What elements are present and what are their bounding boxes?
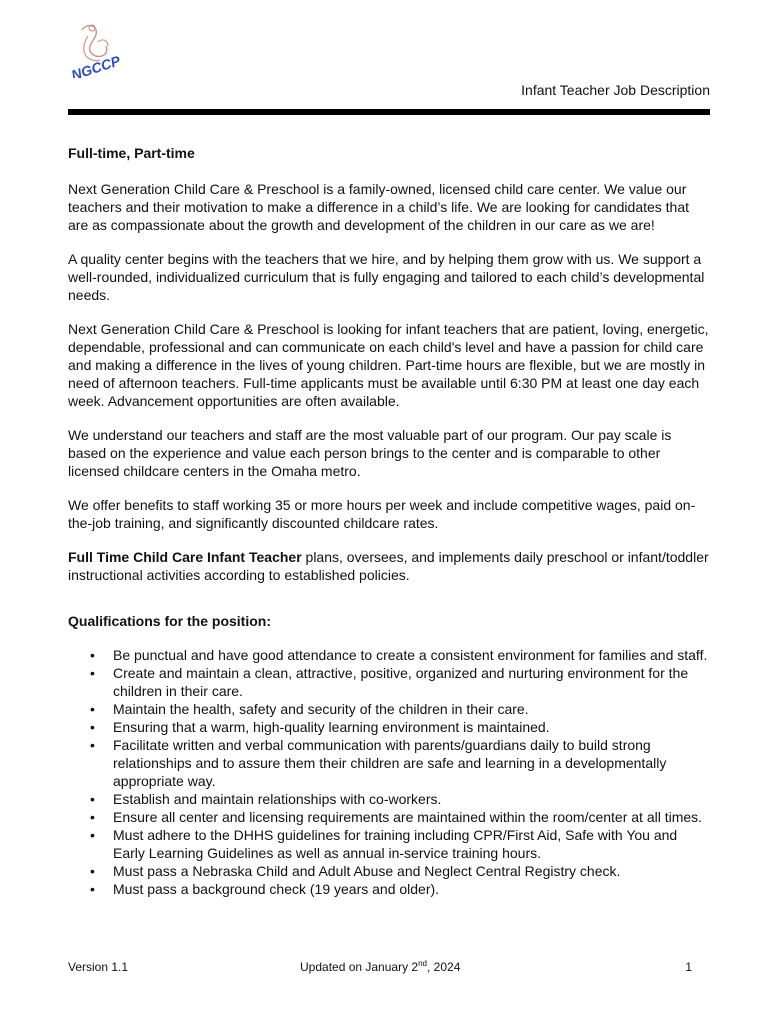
paragraph-looking-for: Next Generation Child Care & Preschool is looking for infant teachers that are patient, loving, energetic, dependable, professional and can communicate on each child's level and have a passion for child care and making a difference in the lives of young children. Part-time hours are flexible, but we are mostly in need of afternoon teachers. Full-time applicants must be available until 6:30 PM at least one day each week. Advancement opportunities are often available. xyxy=(68,321,709,409)
document-title: Infant Teacher Job Description xyxy=(521,82,710,98)
list-item: • Must adhere to the DHHS guidelines for training including CPR/First Aid, Safe with You and Early Learning Guidelines as well as annual in-service training hours. xyxy=(68,826,710,862)
version-label: Version 1.1 xyxy=(68,960,129,974)
qualifications-list xyxy=(68,646,710,898)
list-item: • Be punctual and have good attendance to create a consistent environment for families and staff. xyxy=(68,646,710,664)
logo-text: NGCCP xyxy=(69,52,123,78)
list-item: • Establish and maintain relationships with co-workers. xyxy=(68,790,710,808)
company-logo xyxy=(68,22,130,78)
list-item: • Ensuring that a warm, high-quality learning environment is maintained. xyxy=(68,718,710,736)
list-item: • Create and maintain a clean, attractive, positive, organized and nurturing environment for the children in their care. xyxy=(68,664,710,700)
header-rule xyxy=(68,109,710,115)
page-number: 1 xyxy=(685,960,692,974)
list-item: • Maintain the health, safety and security of the children in their care. xyxy=(68,700,710,718)
qualifications-heading: Qualifications for the position: xyxy=(68,613,271,629)
list-item: • Facilitate written and verbal communication with parents/guardians daily to build strong relationships and to assure them their children are safe and learning in a developmentally appropriate way. xyxy=(68,736,710,790)
paragraph-pay: We understand our teachers and staff are the most valuable part of our program. Our pay scale is based on the experience and value each person brings to the center and is comparable to other licensed childcare centers in the Omaha metro. xyxy=(68,427,672,479)
updated-date-year: , 2024 xyxy=(427,960,461,974)
paragraph-role xyxy=(68,548,710,584)
role-description: plans, oversees, and implements daily preschool or infant/toddler instructional activities according to established policies. xyxy=(68,549,709,583)
document-body xyxy=(68,144,710,898)
list-item: • Must pass a Nebraska Child and Adult Abuse and Neglect Central Registry check. xyxy=(68,862,710,880)
updated-date-suffix-ordinal: nd xyxy=(418,959,427,968)
list-item: • Must pass a background check (19 years and older). xyxy=(68,880,710,898)
paragraph-quality: A quality center begins with the teachers that we hire, and by helping them grow with us. We support a well-rounded, individualized curriculum that is fully engaging and tailored to each child’s developmental needs. xyxy=(68,251,705,303)
list-item: • Ensure all center and licensing requirements are maintained within the room/center at all times. xyxy=(68,808,710,826)
updated-date-prefix: Updated on January 2 xyxy=(300,960,419,974)
updated-date xyxy=(300,960,460,974)
ngccp-logo-icon xyxy=(68,22,130,78)
employment-type: Full-time, Part-time xyxy=(68,145,195,161)
page-footer xyxy=(68,960,710,976)
paragraph-intro: Next Generation Child Care & Preschool is a family-owned, licensed child care center. We value our teachers and their motivation to make a difference in a child’s life. We are looking for candidates that are as compassionate about the growth and development of the children in our care as we are! xyxy=(68,181,690,233)
paragraph-benefits: We offer benefits to staff working 35 or more hours per week and include competitive wages, paid on-the-job training, and significantly discounted childcare rates. xyxy=(68,497,696,531)
role-title: Full Time Child Care Infant Teacher xyxy=(68,549,302,565)
